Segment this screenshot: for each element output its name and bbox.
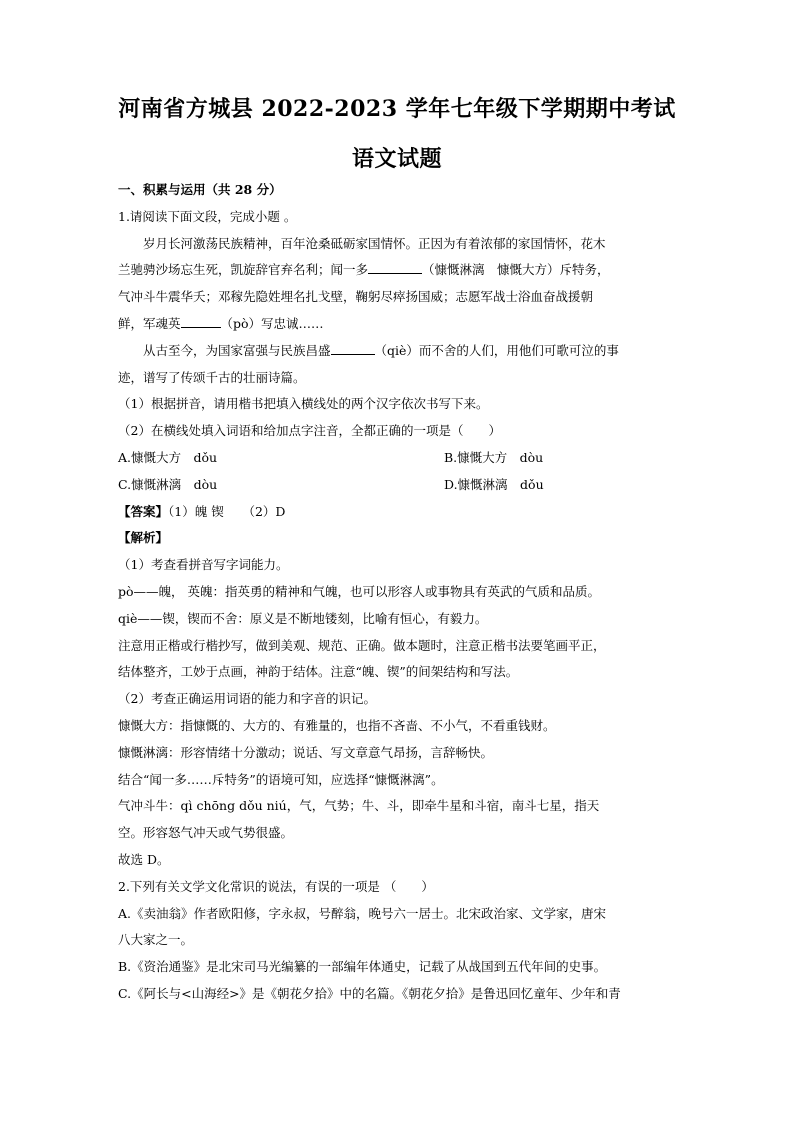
analysis-line: 故选 D。	[118, 851, 170, 867]
passage-text: 兰驰骋沙场忘生死，凯旋辞官弃名利；闻一多	[118, 262, 369, 278]
fill-blank[interactable]	[181, 313, 221, 328]
analysis-line: 注意用正楷或行楷抄写，做到美观、规范、正确。做本题时，注意正楷书法要笔画平正，	[118, 637, 606, 653]
analysis-label: 【解析】	[118, 530, 169, 546]
analysis-line: 气冲斗牛：qì chōng dǒu niú，气，气势；牛、斗，即牵牛星和斗宿，南斗七星，指天	[118, 798, 600, 814]
q2-option-c: C.《阿长与<山海经>》是《朝花夕拾》中的名篇。《朝花夕拾》是鲁迅回忆童年、少年和青	[118, 985, 621, 1001]
document-subtitle: 语文试题	[351, 146, 442, 172]
document-body	[118, 177, 678, 1008]
analysis-line: 结合“闻一多……斥特务”的语境可知，应选择“慷慨淋漓”。	[118, 771, 444, 787]
answer-text: （1）魄 锲 （2）D	[168, 503, 286, 519]
passage-line	[118, 257, 678, 284]
passage-text: 鲜，军魂英	[118, 315, 181, 331]
passage-text: （pò）写忠诚……	[220, 315, 324, 331]
answer-label: 【答案】	[118, 503, 169, 519]
section-heading: 一、积累与运用（共 28 分）	[118, 182, 282, 197]
question-1-prompt: 1.请阅读下面文段，完成小题 。	[118, 208, 297, 224]
passage-text: （qiè）而不舍的人们，用他们可歌可泣的事	[374, 342, 619, 358]
passage-line	[118, 338, 678, 365]
q2-option-b: B.《资治通鉴》是北宋司马光编纂的一部编年体通史，记载了从战国到五代年间的史事。	[118, 959, 607, 975]
analysis-line: （1）考查看拼音写字词能力。	[118, 557, 289, 573]
fill-blank[interactable]	[368, 259, 422, 274]
sub-question-2: （2）在横线处填入词语和给加点字注音，全都正确的一项是（ ）	[118, 423, 501, 439]
options-row	[118, 472, 678, 499]
analysis-line: qiè——锲，锲而不舍：原义是不断地镂刻，比喻有恒心，有毅力。	[118, 610, 488, 626]
option-d[interactable]: D.慷慨淋漓 dǒu	[444, 476, 544, 492]
sub-question-1: （1）根据拼音，请用楷书把填入横线处的两个汉字依次书写下来。	[118, 396, 489, 412]
analysis-line: 空。形容怒气冲天或气势很盛。	[118, 825, 294, 841]
analysis-line: pò——魄， 英魄：指英勇的精神和气魄，也可以形容人或事物具有英武的气质和品质。	[118, 583, 601, 599]
answer-line	[118, 499, 678, 526]
analysis-line: 慷慨大方：指慷慨的、大方的、有雅量的，也指不吝啬、不小气，不看重钱财。	[118, 717, 556, 733]
question-2-prompt: 2.下列有关文学文化常识的说法，有误的一项是 （ ）	[118, 878, 434, 894]
passage-text: 从古至今，为国家富强与民族昌盛	[143, 342, 331, 358]
passage-line	[118, 311, 678, 338]
passage-line: 岁月长河激荡民族精神，百年沧桑砥砺家国情怀。正因为有着浓郁的家国情怀，花木	[143, 235, 606, 251]
option-c[interactable]: C.慷慨淋漓 dòu	[118, 476, 218, 492]
option-b[interactable]: B.慷慨大方 dòu	[444, 449, 544, 465]
passage-text: （慷慨淋漓 慷慨大方）斥特务，	[422, 262, 610, 278]
passage-line: 迹，谱写了传颂千古的壮丽诗篇。	[118, 369, 306, 385]
options-row	[118, 445, 678, 472]
analysis-line: 结体整齐，工妙于点画，神韵于结体。注意“魄、锲”的间架结构和写法。	[118, 664, 519, 680]
analysis-line: 慷慨淋漓：形容情绪十分激动；说话、写文章意气昂扬，言辞畅快。	[118, 744, 494, 760]
analysis-line: （2）考查正确运用词语的能力和字音的识记。	[118, 691, 376, 707]
option-a[interactable]: A.慷慨大方 dǒu	[118, 449, 218, 465]
q2-option-a-cont: 八大家之一。	[118, 932, 194, 948]
fill-blank[interactable]	[331, 340, 375, 355]
passage-line: 气冲斗牛震华夭；邓稼先隐姓埋名扎戈壁，鞠躬尽瘁扬国威；志愿军战士浴血奋战援朝	[118, 289, 594, 305]
q2-option-a: A.《卖油翁》作者欧阳修，字永叔，号醉翁，晚号六一居士。北宋政治家、文学家，唐宋	[118, 905, 607, 921]
document-title: 河南省方城县 2022-2023 学年七年级下学期期中考试	[118, 96, 676, 122]
